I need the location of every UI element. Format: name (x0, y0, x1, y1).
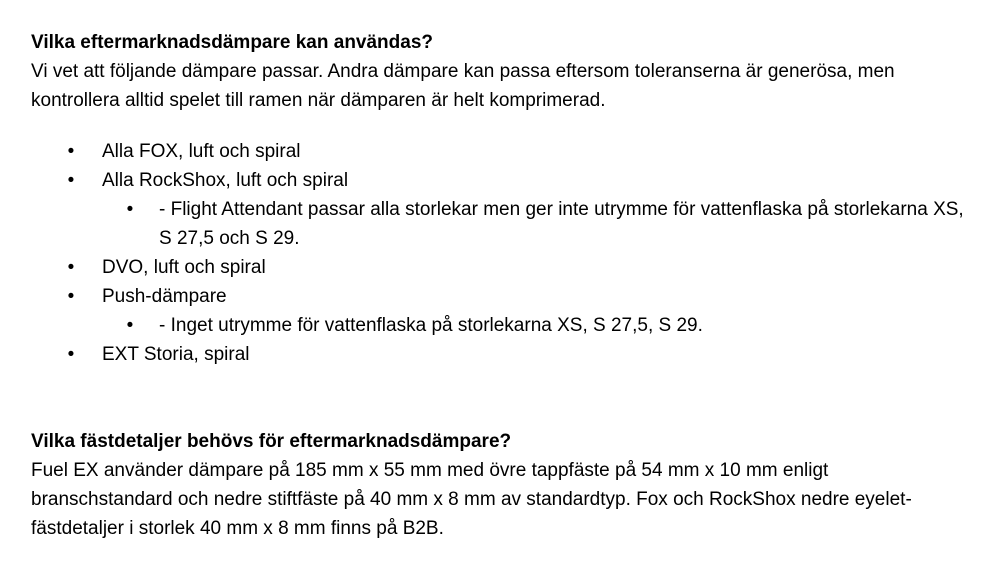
bullet-icon: • (67, 257, 75, 278)
sub-list (102, 311, 971, 340)
list-item-text: Alla RockShox, luft och spiral (102, 170, 349, 191)
shock-list (31, 137, 971, 369)
list-item-text: DVO, luft och spiral (102, 257, 266, 278)
bullet-icon: • (67, 141, 75, 162)
bullet-icon: • (126, 315, 134, 336)
sub-list-item (102, 311, 971, 340)
sub-list-item (102, 195, 971, 253)
list-item (31, 166, 971, 253)
section-heading: Vilka fästdetaljer behövs för eftermarknadsdämpare? (31, 431, 512, 452)
sub-list-item-text: - Inget utrymme för vattenflaska på storlekarna XS, S 27,5, S 29. (159, 315, 703, 336)
list-item (31, 282, 971, 340)
list-item (31, 253, 971, 282)
bullet-icon: • (67, 344, 75, 365)
section-compatible-shocks (31, 28, 971, 369)
bullet-icon: • (67, 286, 75, 307)
list-item-text: Alla FOX, luft och spiral (102, 141, 301, 162)
section-heading: Vilka eftermarknadsdämpare kan användas? (31, 32, 434, 53)
bullet-icon: • (67, 170, 75, 191)
section-mounting-hardware (31, 427, 971, 543)
list-item (31, 137, 971, 166)
intro-paragraph: Vi vet att följande dämpare passar. Andra dämpare kan passa eftersom toleranserna är generösa, men kontrollera alltid spelet till ramen när dämparen är helt komprimerad. (31, 61, 895, 111)
list-item (31, 340, 971, 369)
bullet-icon: • (126, 199, 134, 220)
sub-list (102, 195, 971, 253)
body-paragraph: Fuel EX använder dämpare på 185 mm x 55 mm med övre tappfäste på 54 mm x 10 mm enligt branschstandard och nedre stiftfäste på 40 mm x 8 mm av standardtyp. Fox och RockShox nedre eyelet-fästdetaljer i storlek 40 mm x 8 mm finns på B2B. (31, 460, 912, 539)
sub-list-item-text: - Flight Attendant passar alla storlekar men ger inte utrymme för vattenflaska på storlekarna XS, S 27,5 och S 29. (159, 199, 964, 249)
list-item-text: Push-dämpare (102, 286, 227, 307)
list-item-text: EXT Storia, spiral (102, 344, 250, 365)
document-body (31, 28, 971, 543)
